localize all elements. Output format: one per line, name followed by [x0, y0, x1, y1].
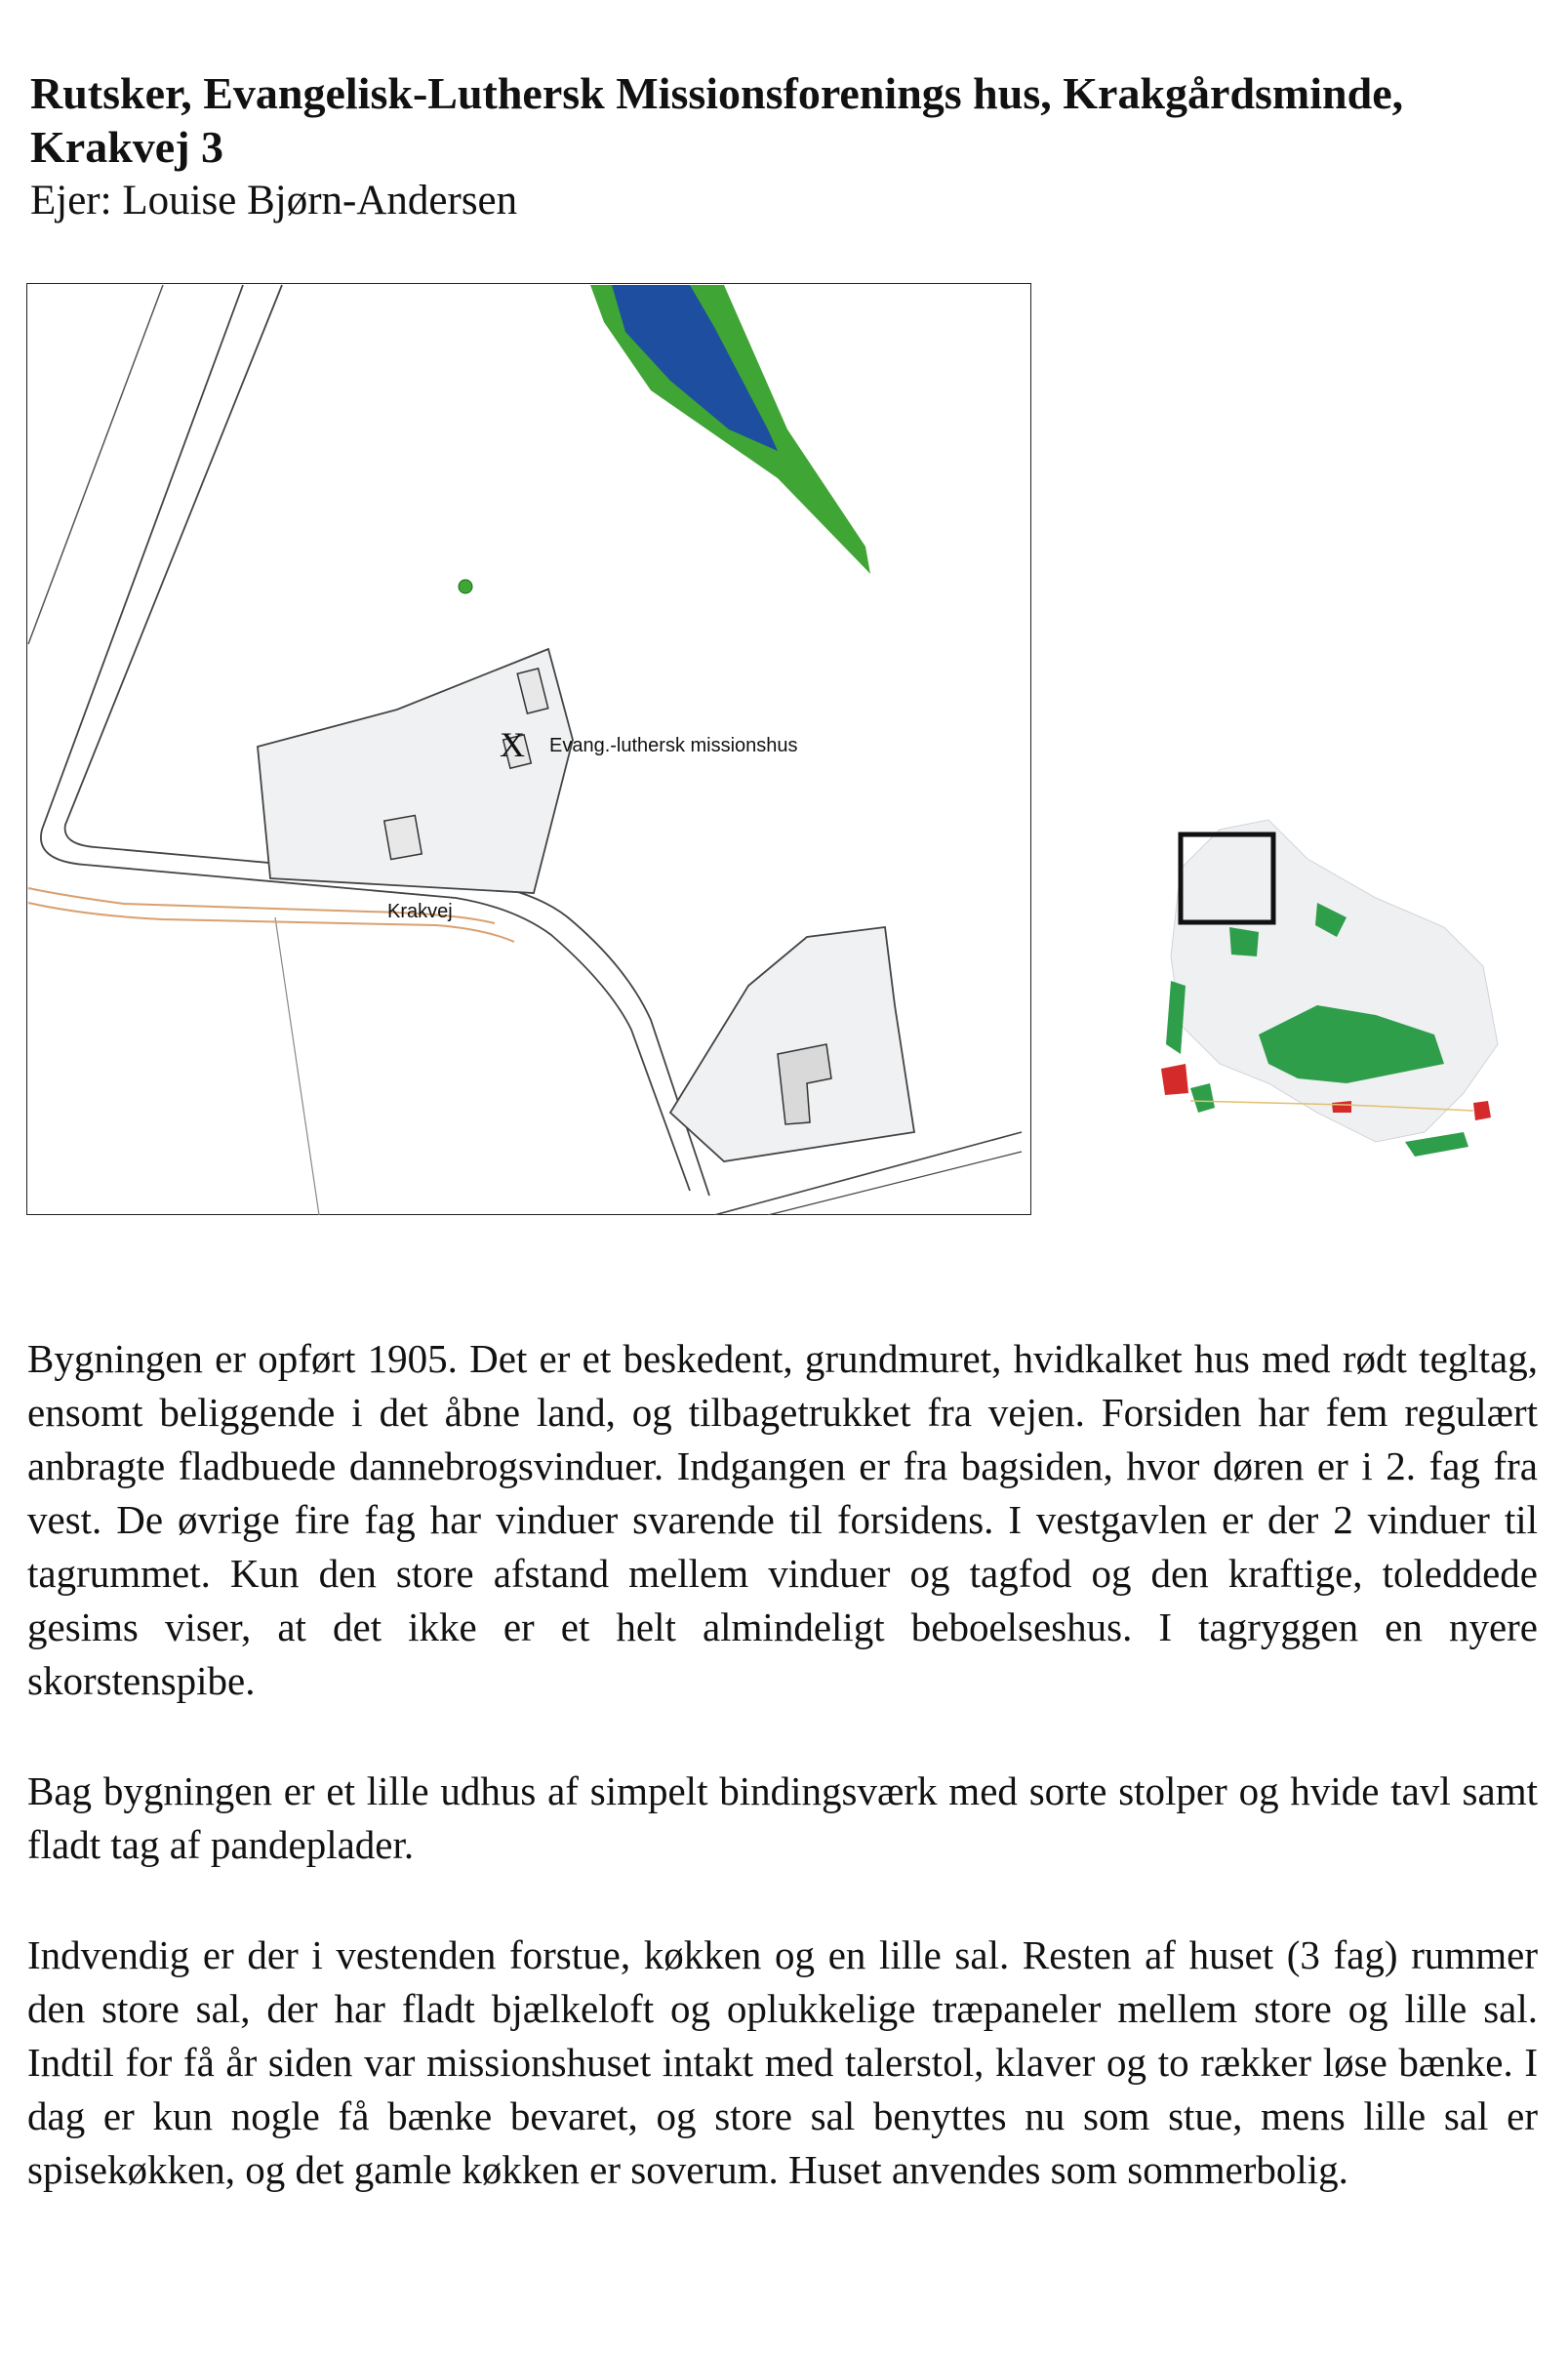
- urban-area: [1473, 1101, 1491, 1120]
- building-small: [384, 816, 422, 860]
- description: [27, 1332, 1538, 2254]
- paragraph: Bygningen er opført 1905. Det er et beskedent, grundmuret, hvidkalket hus med rødt tegltag, ensomt beliggende i det åbne land, og tilbagetrukket fra vejen. Forsiden har fem regulært anbragte fladbuede dannebrogsvinduer. Indgangen er fra bagsiden, hvor døren er i 2. fag fra vest. De øvrige fire fag har vinduer svarende til forsidens. I vestgavlen er der 2 vinduer til tagrummet. Kun den store afstand mellem vinduer og tagfod og den kraftige, toleddede gesims viser, at det ikke er et helt almindeligt beboelseshus. I tagryggen en nyere skorstenspibe.: [27, 1336, 1538, 1703]
- paragraph: Indvendig er der i vestenden forstue, køkken og en lille sal. Resten af huset (3 fag) rummer den store sal, der har fladt bjælkeloft og oplukkelige træpaneler mellem store og lille sal. Indtil for få år siden var missionshuset intakt med talerstol, klaver og to rækker løse bænke. I dag er kun nogle få bænke bevaret, og store sal benyttes nu som stue, mens lille sal er spisekøkken, og det gamle køkken er soverum. Huset anvendes som sommerbolig.: [27, 1932, 1538, 2192]
- urban-area: [1332, 1101, 1351, 1113]
- island-land: [1171, 820, 1498, 1142]
- road-label: Krakvej: [387, 901, 453, 922]
- forest-patch: [1190, 1083, 1215, 1113]
- location-marker: X: [500, 725, 525, 764]
- building-label: Evang.-luthersk missionshus: [549, 735, 798, 756]
- urban-area: [1161, 1064, 1188, 1095]
- forest-patch: [1405, 1132, 1468, 1157]
- forest-patch: [1166, 981, 1186, 1054]
- paragraph: Bag bygningen er et lille udhus af simpelt bindingsværk med sorte stolper og hvide tavl samt fladt tag af pandeplader.: [27, 1768, 1538, 1867]
- overview-map: [1151, 810, 1503, 1181]
- owner-line: Ejer: Louise Bjørn-Andersen: [30, 178, 518, 223]
- site-map: [26, 283, 1031, 1215]
- tree-point: [459, 580, 472, 593]
- page-title: Rutsker, Evangelisk-Luthersk Missionsforenings hus, Krakgårdsminde, Krakvej 3: [30, 68, 1404, 172]
- forest-patch: [1229, 927, 1259, 956]
